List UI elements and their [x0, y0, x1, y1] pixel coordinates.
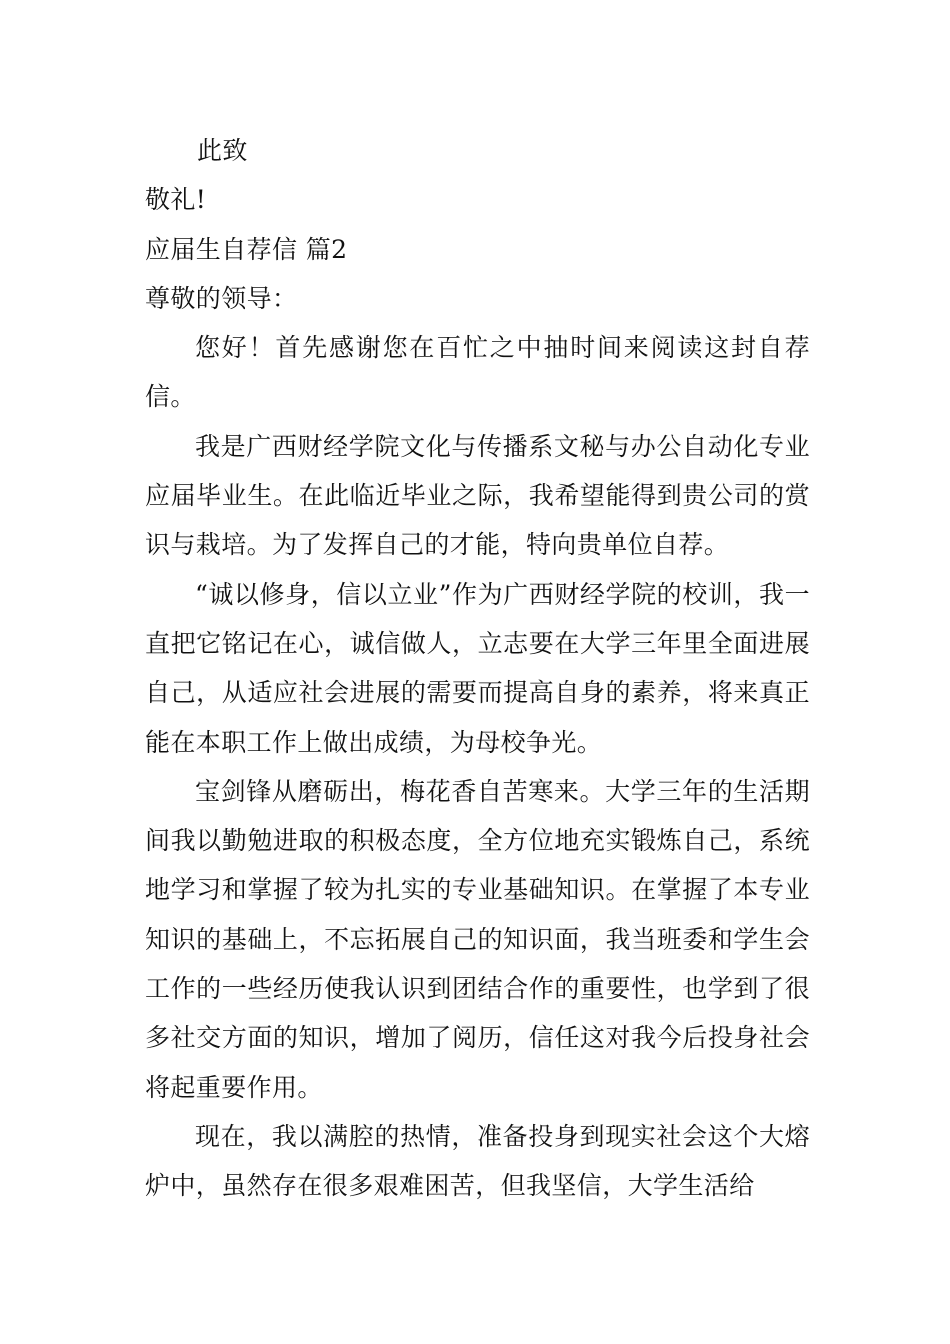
letter-body: [145, 126, 810, 1211]
paragraph-current: 现在，我以满腔的热情，准备投身到现实社会这个大熔炉中，虽然存在很多艰难困苦，但我坚信，大学生活给: [145, 1121, 810, 1201]
paragraph-motto: “诚以修身，信以立业”作为广西财经学院的校训，我一直把它铭记在心，诚信做人，立志要在大学三年里全面进展自己，从适应社会进展的需要而提高自身的素养，将来真正能在本职工作上做出成绩，为母校争光。: [145, 579, 810, 757]
paragraph-experience: 宝剑锋从磨砺出，梅花香自苦寒来。大学三年的生活期间我以勤勉进取的积极态度，全方位地充实锻炼自己，系统地学习和掌握了较为扎实的专业基础知识。在掌握了本专业知识的基础上，不忘拓展自己的知识面，我当班委和学生会工作的一些经历使我认识到团结合作的重要性，也学到了很多社交方面的知识，增加了阅历，信任这对我今后投身社会将起重要作用。: [145, 776, 810, 1102]
greeting-line: 尊敬的领导：: [145, 283, 298, 313]
paragraph-intro: 您好！首先感谢您在百忙之中抽时间来阅读这封自荐信。: [145, 333, 810, 412]
paragraph-background: 我是广西财经学院文化与传播系文秘与办公自动化专业应届毕业生。在此临近毕业之际，我希望能得到贵公司的赏识与栽培。为了发挥自己的才能，特向贵单位自荐。: [145, 431, 810, 560]
closing-line: 此致: [197, 136, 248, 165]
salute-line: 敬礼!: [145, 185, 207, 215]
section-title: 应届生自荐信 篇2: [145, 234, 348, 264]
